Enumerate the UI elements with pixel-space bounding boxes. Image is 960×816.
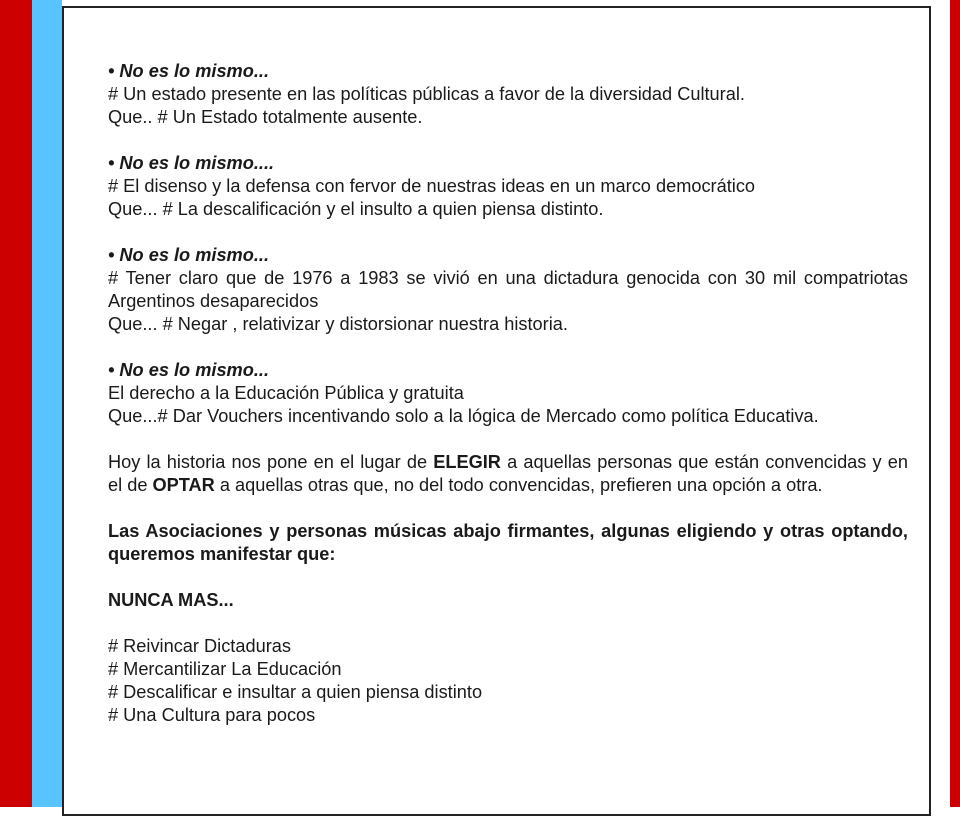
block-line: # El disenso y la defensa con fervor de nuestras ideas en un marco democrático: [108, 176, 756, 196]
history-paragraph: [108, 451, 908, 497]
manifest-paragraph: Las Asociaciones y personas músicas abajo firmantes, algunas eligiendo y otras optando, queremos manifestar que:: [108, 521, 908, 564]
elegir-word: ELEGIR: [433, 452, 501, 472]
document-body: [108, 60, 908, 727]
history-text-2: a aquellas personas que están convencidas y en el de: [108, 452, 908, 495]
block-line: Que... # La descalificación y el insulto a quien piensa distinto.: [108, 199, 604, 219]
statement-block-3: [108, 244, 908, 336]
block-line: Que... # Negar , relativizar y distorsionar nuestra historia.: [108, 314, 568, 334]
never-list: [108, 635, 908, 727]
block-line: # Un estado presente en las políticas públicas a favor de la diversidad Cultural.: [108, 84, 745, 104]
list-item: # Reivincar Dictaduras: [108, 636, 291, 656]
statement-block-2: [108, 152, 908, 221]
statement-block-4: [108, 359, 908, 428]
left-blue-stripe: [32, 0, 62, 807]
history-text-3: a aquellas otras que, no del todo convencidas, prefieren una opción a otra.: [214, 475, 823, 495]
list-item: # Una Cultura para pocos: [108, 705, 316, 725]
history-text-1: Hoy la historia nos pone en el lugar de: [108, 452, 434, 472]
block-line: Que.. # Un Estado totalmente ausente.: [108, 107, 423, 127]
block-heading: • No es lo mismo...: [108, 360, 269, 380]
block-line: El derecho a la Educación Pública y gratuita: [108, 383, 464, 403]
nunca-mas-heading: NUNCA MAS...: [108, 590, 234, 610]
list-item: # Mercantilizar La Educación: [108, 659, 342, 679]
block-line: Que...# Dar Vouchers incentivando solo a la lógica de Mercado como política Educativa.: [108, 406, 819, 426]
right-red-stripe: [950, 0, 960, 807]
statement-block-1: [108, 60, 908, 129]
left-red-stripe: [0, 0, 32, 807]
block-line: # Tener claro que de 1976 a 1983 se vivió en una dictadura genocida con 30 mil compatriotas Argentinos desaparecidos: [108, 268, 908, 311]
block-heading: • No es lo mismo....: [108, 153, 275, 173]
list-item: # Descalificar e insultar a quien piensa distinto: [108, 682, 483, 702]
block-heading: • No es lo mismo...: [108, 61, 269, 81]
optar-word: OPTAR: [152, 475, 215, 495]
block-heading: • No es lo mismo...: [108, 245, 269, 265]
